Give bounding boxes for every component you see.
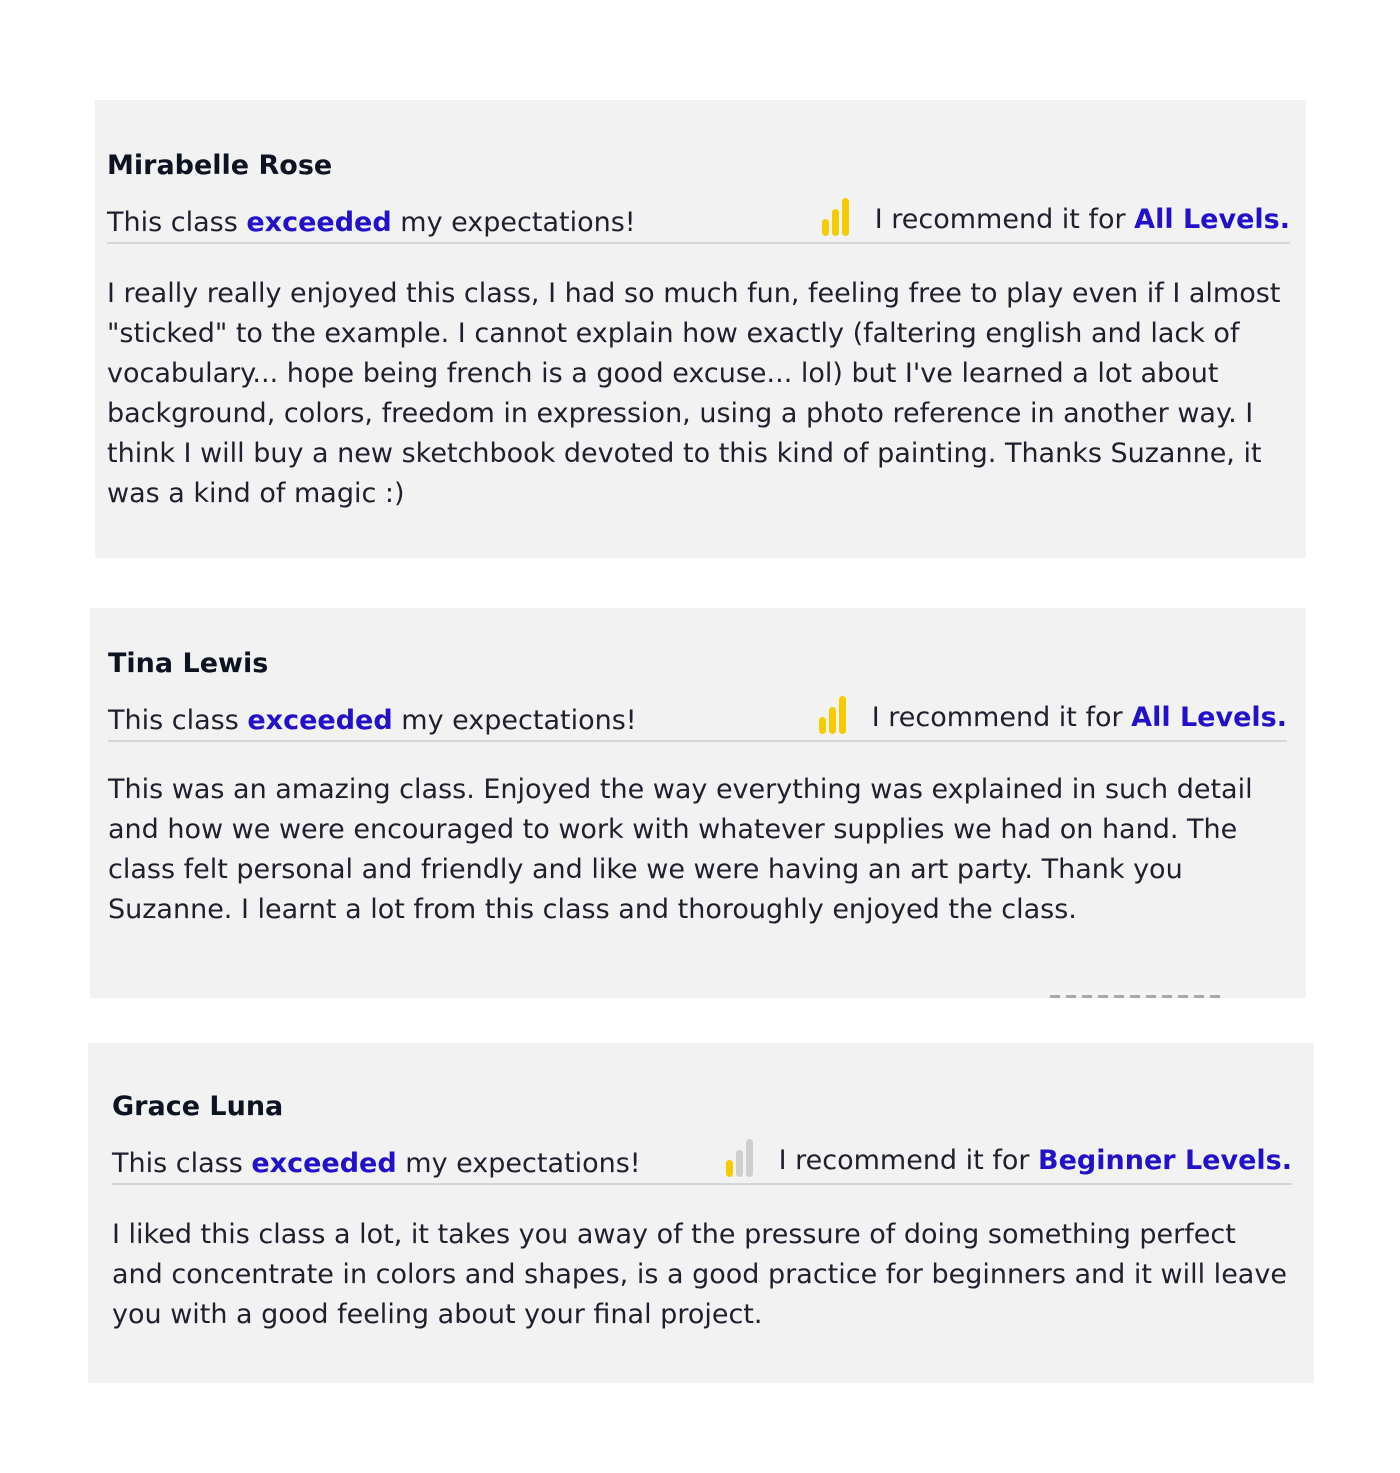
reviewer-name: Mirabelle Rose <box>107 150 333 181</box>
expectation-emphasis: exceeded <box>247 705 393 736</box>
expectation-text: This class exceeded my expectations! <box>107 207 636 238</box>
recommend-text: I recommend it for All Levels. <box>874 204 1290 235</box>
review-card <box>88 1043 1314 1383</box>
level-bar <box>832 209 839 236</box>
level-bar <box>829 707 836 734</box>
rating-row <box>108 692 1287 742</box>
recommend-text: I recommend it for All Levels. <box>871 702 1287 733</box>
level-bar <box>726 1160 733 1177</box>
level-bar <box>842 198 849 236</box>
recommended-level <box>726 1139 1292 1177</box>
level-bar <box>839 696 846 734</box>
recommend-level[interactable]: All Levels. <box>1134 204 1290 235</box>
rating-row <box>112 1135 1292 1185</box>
expectation-text: This class exceeded my expectations! <box>108 705 637 736</box>
signal-bars-icon <box>726 1139 753 1177</box>
reviewer-name: Tina Lewis <box>108 648 269 679</box>
level-bar <box>819 717 826 734</box>
expectation-emphasis: exceeded <box>246 207 392 238</box>
recommend-level[interactable]: Beginner Levels. <box>1038 1145 1292 1176</box>
review-body: I really really enjoyed this class, I had so much fun, feeling free to play even if I almost "sticked" to the example. I cannot explain how exactly (faltering english and lack of vocabulary... hope being french is a good excuse... lol) but I've learned a lot about background, colors, freedom in expression, using a photo reference in another way. I think I will buy a new sketchbook devoted to this kind of painting. Thanks Suzanne, it was a kind of magic :) <box>107 278 1281 509</box>
level-bar <box>746 1139 753 1177</box>
expectation-emphasis: exceeded <box>251 1148 397 1179</box>
recommended-level <box>819 696 1287 734</box>
recommend-level[interactable]: All Levels. <box>1131 702 1287 733</box>
review-card <box>95 100 1306 558</box>
reviewer-name: Grace Luna <box>112 1091 284 1122</box>
recommend-text: I recommend it for Beginner Levels. <box>778 1145 1292 1176</box>
cropped-text-fragment <box>1050 995 1226 998</box>
rating-row <box>107 194 1290 244</box>
review-card <box>90 608 1306 998</box>
review-body: This was an amazing class. Enjoyed the way everything was explained in such detail and how we were encouraged to work with whatever supplies we had on hand. The class felt personal and friendly and like we were having an art party. Thank you Suzanne. I learnt a lot from this class and thoroughly enjoyed the class. <box>108 774 1253 925</box>
signal-bars-icon <box>822 198 849 236</box>
signal-bars-icon <box>819 696 846 734</box>
review-body: I liked this class a lot, it takes you away of the pressure of doing something perfect and concentrate in colors and shapes, is a good practice for beginners and it will leave you with a good feeling about your final project. <box>112 1219 1287 1330</box>
level-bar <box>822 219 829 236</box>
level-bar <box>736 1150 743 1177</box>
recommended-level <box>822 198 1290 236</box>
expectation-text: This class exceeded my expectations! <box>112 1148 641 1179</box>
